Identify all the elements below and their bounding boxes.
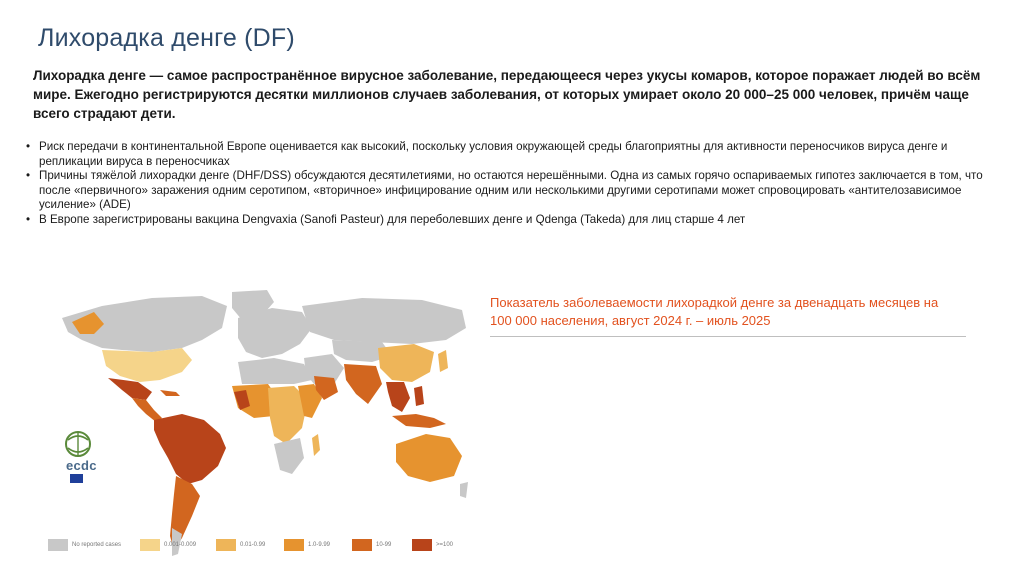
map-region-madagascar — [312, 434, 320, 456]
legend-label: No reported cases — [72, 542, 122, 548]
map-region-new-zealand — [460, 482, 468, 498]
map-region-southeast-asia — [386, 382, 410, 412]
legend-item-0001 — [140, 538, 196, 552]
bullet-item-causes: • Причины тяжёлой лихорадки денге (DHF/DSS) обсуждаются десятилетиями, но остаются нерешёнными. Одна из самых горячо оспариваемых гипотез заключается в том, что после «первичного» заражения одним серотипом, «вторичное» инфицирование одним или несколькими другими серотипами может спровоцировать «антителозависимое усиление» (ADE) — [26, 169, 1006, 213]
eu-flag-icon — [70, 474, 83, 483]
legend-label: >=100 — [436, 542, 454, 548]
ecdc-wordmark: ecdc — [66, 458, 97, 473]
map-region-southern-africa — [274, 438, 304, 474]
legend-swatch — [216, 539, 236, 551]
legend-item-100 — [412, 538, 453, 552]
map-region-australia — [396, 434, 462, 482]
map-region-japan — [438, 350, 448, 372]
page-title: Лихорадка денге (DF) — [38, 24, 295, 52]
legend-label: 1.0-9.99 — [308, 542, 331, 548]
legend-swatch — [140, 539, 160, 551]
world-map — [42, 288, 472, 560]
map-region-russia — [302, 298, 466, 344]
legend-swatch — [284, 539, 304, 551]
map-caption: Показатель заболеваемости лихорадкой денге за двенадцать месяцев на 100 000 населения, август 2024 г. – июль 2025 — [490, 295, 939, 328]
map-region-philippines — [414, 386, 424, 406]
world-map-svg — [42, 288, 472, 560]
map-region-south-america-north — [154, 414, 226, 484]
map-region-caribbean — [160, 390, 180, 396]
legend-item-001 — [216, 538, 265, 552]
legend-swatch — [48, 539, 68, 551]
map-legend — [48, 538, 468, 552]
map-region-indonesia — [392, 414, 446, 428]
legend-swatch — [352, 539, 372, 551]
legend-label: 0.01-0.99 — [240, 542, 266, 548]
legend-item-1 — [284, 538, 330, 552]
caption-divider — [490, 336, 966, 337]
intro-paragraph: Лихорадка денге — самое распространённое вирусное заболевание, передающееся через укусы комаров, которое поражает людей во всём мире. Ежегодно регистрируются десятки миллионов случаев заболевания, от которых умирает около 20 000–25 000 человек, причём чаще всего страдают дети. — [33, 68, 981, 121]
legend-label: 10-99 — [376, 542, 392, 548]
legend-swatch — [412, 539, 432, 551]
bullet-item-risk: • Риск передачи в континентальной Европе оценивается как высокий, поскольку условия окружающей среды благоприятны для активности переносчиков вируса денге и репликации вируса в переносчиках — [26, 140, 1006, 169]
map-region-china — [378, 344, 434, 382]
legend-item-10 — [352, 538, 391, 552]
legend-label: 0.001-0.009 — [164, 542, 197, 548]
map-region-central-america — [132, 398, 162, 422]
bullet-list — [26, 140, 1006, 228]
map-region-usa — [102, 348, 192, 382]
map-region-north-africa — [238, 358, 312, 384]
map-region-europe — [238, 308, 312, 358]
map-region-south-asia — [344, 364, 382, 404]
bullet-item-vaccines: • В Европе зарегистрированы вакцина Dengvaxia (Sanofi Pasteur) для переболевших денге и Qdenga (Takeda) для лиц старше 4 лет — [26, 213, 1006, 228]
legend-item-no-cases — [48, 538, 121, 552]
